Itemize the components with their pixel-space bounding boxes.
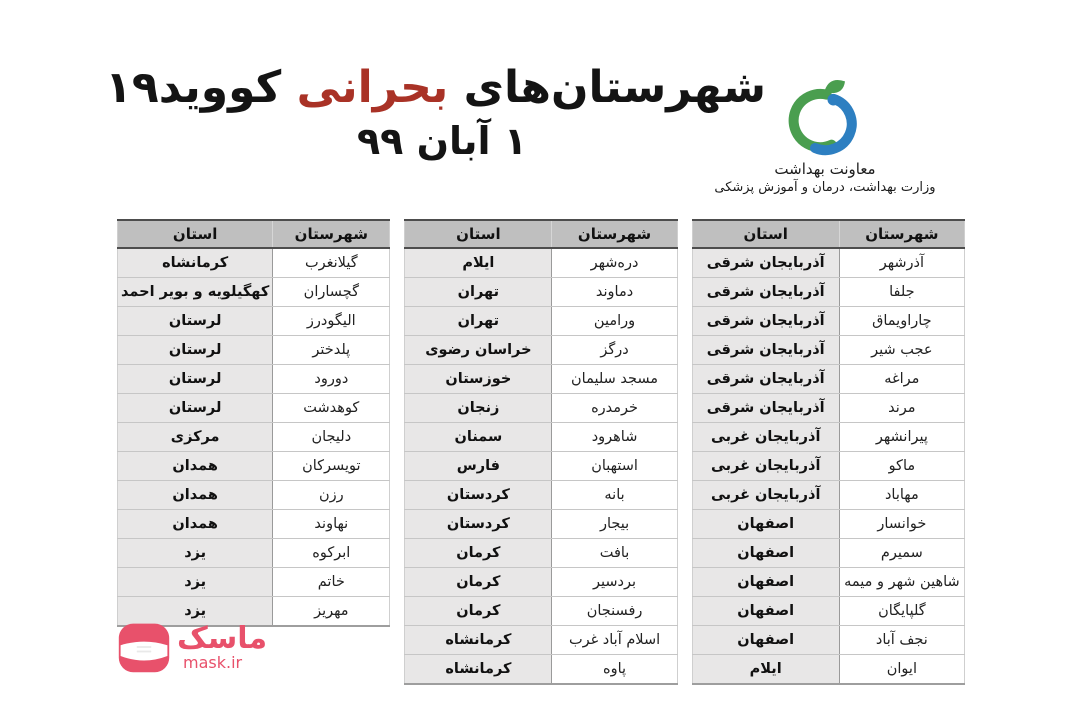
table-row [405, 626, 677, 655]
table-row [692, 336, 964, 365]
province-cell: همدان [118, 510, 273, 539]
table-row [692, 481, 964, 510]
ministry-brand [680, 78, 970, 195]
province-cell: همدان [118, 452, 273, 481]
city-cell: گلپایگان [839, 597, 964, 626]
province-cell: اصفهان [692, 597, 839, 626]
table-row [405, 452, 677, 481]
table-row [118, 568, 390, 597]
city-cell: مسجد سلیمان [552, 365, 677, 394]
table-row [405, 655, 677, 685]
city-cell: بانه [552, 481, 677, 510]
province-cell: لرستان [118, 307, 273, 336]
province-cell: کردستان [405, 510, 552, 539]
province-cell: تهران [405, 278, 552, 307]
critical-cities-table-3 [117, 219, 390, 627]
province-cell: آذربایجان شرقی [692, 278, 839, 307]
table-row [692, 307, 964, 336]
city-cell: گیلانغرب [273, 248, 390, 278]
table-row [118, 423, 390, 452]
city-cell: رفسنجان [552, 597, 677, 626]
city-cell: دلیجان [273, 423, 390, 452]
city-header-cell: شهرستان [552, 220, 677, 248]
province-cell: یزد [118, 568, 273, 597]
province-cell: زنجان [405, 394, 552, 423]
table-row [692, 365, 964, 394]
province-cell: آذربایجان شرقی [692, 248, 839, 278]
title-line [105, 58, 766, 117]
table-row [118, 307, 390, 336]
province-header-cell: استان [118, 220, 273, 248]
province-cell: کرمانشاه [405, 626, 552, 655]
table-row [118, 510, 390, 539]
province-cell: کرمان [405, 568, 552, 597]
mask-text-block [177, 622, 267, 672]
city-cell: دماوند [552, 278, 677, 307]
table-row [692, 452, 964, 481]
city-header-cell: شهرستان [273, 220, 390, 248]
city-cell: مهریز [273, 597, 390, 627]
table-row [405, 394, 677, 423]
table-row [118, 539, 390, 568]
city-cell: رزن [273, 481, 390, 510]
province-cell: آذربایجان شرقی [692, 394, 839, 423]
city-cell: گچساران [273, 278, 390, 307]
table-row [118, 248, 390, 278]
province-cell: آذربایجان غربی [692, 452, 839, 481]
province-cell: آذربایجان غربی [692, 481, 839, 510]
province-cell: اصفهان [692, 510, 839, 539]
city-cell: بردسیر [552, 568, 677, 597]
province-cell: آذربایجان شرقی [692, 307, 839, 336]
table-row [405, 336, 677, 365]
page-title [105, 58, 766, 164]
mask-brand-name: ماسک [177, 621, 268, 656]
province-cell: کهگیلویه و بویر احمد [118, 278, 273, 307]
table-row [405, 248, 677, 278]
province-cell: فارس [405, 452, 552, 481]
city-cell: چاراویماق [839, 307, 964, 336]
table-row [405, 510, 677, 539]
province-cell: اصفهان [692, 539, 839, 568]
province-cell: خراسان رضوی [405, 336, 552, 365]
city-cell: خوانسار [839, 510, 964, 539]
city-cell: جلفا [839, 278, 964, 307]
province-cell: آذربایجان غربی [692, 423, 839, 452]
title-suffix: کووید۱۹ [105, 62, 282, 113]
province-cell: ایلام [692, 655, 839, 685]
city-cell: الیگودرز [273, 307, 390, 336]
table-row [405, 568, 677, 597]
table-row [405, 365, 677, 394]
table-row [118, 452, 390, 481]
province-header-cell: استان [405, 220, 552, 248]
province-cell: اصفهان [692, 626, 839, 655]
city-cell: ماکو [839, 452, 964, 481]
city-cell: دورود [273, 365, 390, 394]
province-cell: خوزستان [405, 365, 552, 394]
table-row [118, 481, 390, 510]
city-cell: پلدختر [273, 336, 390, 365]
table-row [692, 539, 964, 568]
province-cell: اصفهان [692, 568, 839, 597]
table-row [405, 481, 677, 510]
tables-region [117, 219, 965, 685]
mask-ir-watermark [117, 620, 267, 678]
city-cell: اسلام آباد غرب [552, 626, 677, 655]
ministry-deputy-name: معاونت بهداشت [774, 160, 876, 178]
table-row [692, 278, 964, 307]
province-cell: کرمان [405, 539, 552, 568]
table-row [692, 568, 964, 597]
city-cell: ایوان [839, 655, 964, 685]
city-cell: سمیرم [839, 539, 964, 568]
province-cell: یزد [118, 539, 273, 568]
table-row [692, 248, 964, 278]
province-cell: مرکزی [118, 423, 273, 452]
ministry-full-name: وزارت بهداشت، درمان و آموزش پزشکی [714, 180, 936, 195]
title-prefix: شهرستان‌های [463, 62, 766, 113]
table-row [405, 539, 677, 568]
city-cell: درگز [552, 336, 677, 365]
city-cell: کوهدشت [273, 394, 390, 423]
mask-url: mask.ir [183, 653, 243, 672]
table-row [405, 423, 677, 452]
city-cell: پیرانشهر [839, 423, 964, 452]
province-cell: لرستان [118, 394, 273, 423]
province-cell: تهران [405, 307, 552, 336]
title-highlight: بحرانی [296, 62, 449, 113]
ministry-health-logo-icon [680, 78, 970, 158]
city-cell: نهاوند [273, 510, 390, 539]
critical-cities-table-2 [404, 219, 677, 685]
table-row [692, 597, 964, 626]
table-row [118, 394, 390, 423]
province-cell: ایلام [405, 248, 552, 278]
city-cell: مهاباد [839, 481, 964, 510]
city-cell: خرمدره [552, 394, 677, 423]
table-header-row [405, 220, 677, 248]
province-header-cell: استان [692, 220, 839, 248]
city-cell: تویسرکان [273, 452, 390, 481]
city-cell: ورامین [552, 307, 677, 336]
table-row [692, 394, 964, 423]
province-cell: کرمان [405, 597, 552, 626]
city-cell: مرند [839, 394, 964, 423]
table-row [405, 278, 677, 307]
city-cell: عجب شیر [839, 336, 964, 365]
table-row [692, 423, 964, 452]
province-cell: همدان [118, 481, 273, 510]
table-row [692, 626, 964, 655]
critical-cities-table-1 [692, 219, 965, 685]
city-cell: بیجار [552, 510, 677, 539]
province-cell: لرستان [118, 336, 273, 365]
province-cell: آذربایجان شرقی [692, 336, 839, 365]
city-cell: شاهین شهر و میمه [839, 568, 964, 597]
city-cell: بافت [552, 539, 677, 568]
city-cell: مراغه [839, 365, 964, 394]
mask-logo-icon [117, 620, 171, 678]
table-header-row [692, 220, 964, 248]
title-date: ۱ آبان ۹۹ [356, 119, 528, 164]
province-cell: آذربایجان شرقی [692, 365, 839, 394]
province-cell: لرستان [118, 365, 273, 394]
table-row [692, 510, 964, 539]
table-header-row [118, 220, 390, 248]
province-cell: کرمانشاه [405, 655, 552, 685]
city-cell: نجف آباد [839, 626, 964, 655]
city-cell: آذرشهر [839, 248, 964, 278]
table-row [118, 336, 390, 365]
city-cell: ابرکوه [273, 539, 390, 568]
table-row [118, 365, 390, 394]
table-row [692, 655, 964, 685]
table-row [405, 597, 677, 626]
province-cell: یزد [118, 597, 273, 627]
city-cell: پاوه [552, 655, 677, 685]
city-header-cell: شهرستان [839, 220, 964, 248]
province-cell: کردستان [405, 481, 552, 510]
province-cell: کرمانشاه [118, 248, 273, 278]
city-cell: استهبان [552, 452, 677, 481]
table-row [405, 307, 677, 336]
city-cell: خاتم [273, 568, 390, 597]
province-cell: سمنان [405, 423, 552, 452]
city-cell: دره‌شهر [552, 248, 677, 278]
table-row [118, 278, 390, 307]
city-cell: شاهرود [552, 423, 677, 452]
